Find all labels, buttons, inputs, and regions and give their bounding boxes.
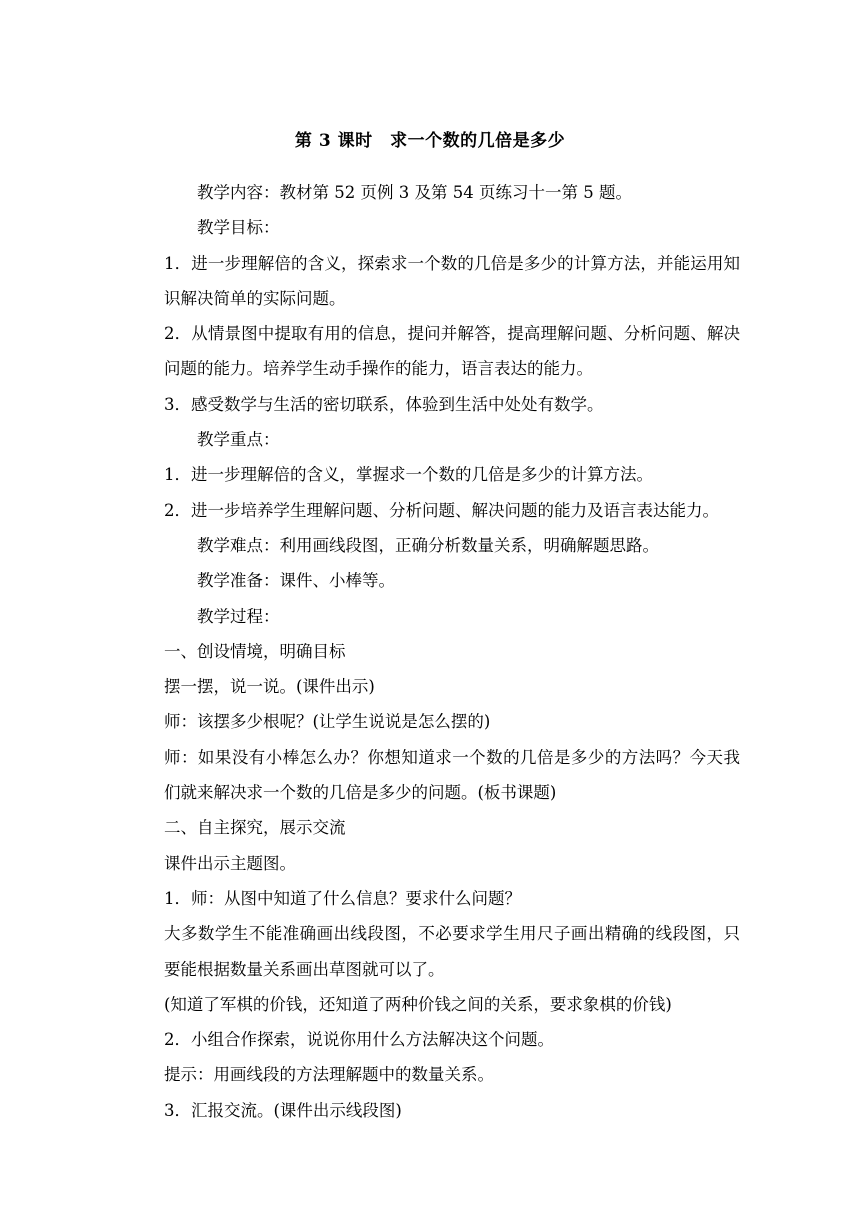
paragraph-key-point-1: 1．进一步理解倍的含义，掌握求一个数的几倍是多少的计算方法。 bbox=[164, 465, 653, 485]
paragraph-teaching-content: 教学内容：教材第 52 页例 3 及第 54 页练习十一第 5 题。 bbox=[197, 183, 632, 202]
paragraph-step-2: 2．小组合作探索，说说你用什么方法解决这个问题。 bbox=[164, 1030, 554, 1050]
paragraph-note: 大多数学生不能准确画出线段图，不必要求学生用尺子画出精确的线段图，只要能根据数量关系画出草图就可以了。 bbox=[164, 924, 740, 979]
paragraph-process-heading: 教学过程： bbox=[197, 606, 280, 626]
section-heading-2: 二、自主探究，展示交流 bbox=[164, 818, 346, 838]
paragraph-goal-3: 3．感受数学与生活的密切联系，体验到生活中处处有数学。 bbox=[164, 394, 604, 414]
paragraph-activity: 摆一摆，说一说。(课件出示) bbox=[164, 677, 375, 697]
paragraph-show-theme-image: 课件出示主题图。 bbox=[164, 853, 296, 873]
paragraph-teaching-goals-heading: 教学目标： bbox=[197, 218, 280, 238]
paragraph-hint: 提示：用画线段的方法理解题中的数量关系。 bbox=[164, 1065, 494, 1085]
paragraph-step-1: 1．师：从图中知道了什么信息？要求什么问题？ bbox=[164, 888, 521, 908]
paragraph-goal-1: 1．进一步理解倍的含义，探索求一个数的几倍是多少的计算方法，并能运用知识解决简单的实际问题。 bbox=[164, 253, 740, 308]
paragraph-teacher-question-1: 师：该摆多少根呢？(让学生说说是怎么摆的) bbox=[164, 712, 491, 732]
paragraph-difficulty: 教学难点：利用画线段图，正确分析数量关系，明确解题思路。 bbox=[197, 535, 659, 555]
paragraph-step-3: 3．汇报交流。(课件出示线段图) bbox=[164, 1100, 402, 1120]
section-heading-1: 一、创设情境，明确目标 bbox=[164, 641, 346, 661]
document-body bbox=[164, 175, 740, 1128]
paragraph-known-info: (知道了军棋的价钱，还知道了两种价钱之间的关系，要求象棋的价钱) bbox=[164, 994, 672, 1014]
paragraph-key-point-2: 2．进一步培养学生理解问题、分析问题、解决问题的能力及语言表达能力。 bbox=[164, 500, 719, 520]
page-title: 第 3 课时 求一个数的几倍是多少 bbox=[294, 131, 566, 151]
paragraph-goal-2: 2．从情景图中提取有用的信息，提问并解答，提高理解问题、分析问题、解决问题的能力。培养学生动手操作的能力，语言表达的能力。 bbox=[164, 324, 740, 379]
paragraph-preparation: 教学准备：课件、小棒等。 bbox=[197, 571, 395, 591]
paragraph-teacher-question-2: 师：如果没有小棒怎么办？你想知道求一个数的几倍是多少的方法吗？今天我们就来解决求一个数的几倍是多少的问题。(板书课题) bbox=[164, 747, 740, 803]
paragraph-key-points-heading: 教学重点： bbox=[197, 430, 280, 450]
